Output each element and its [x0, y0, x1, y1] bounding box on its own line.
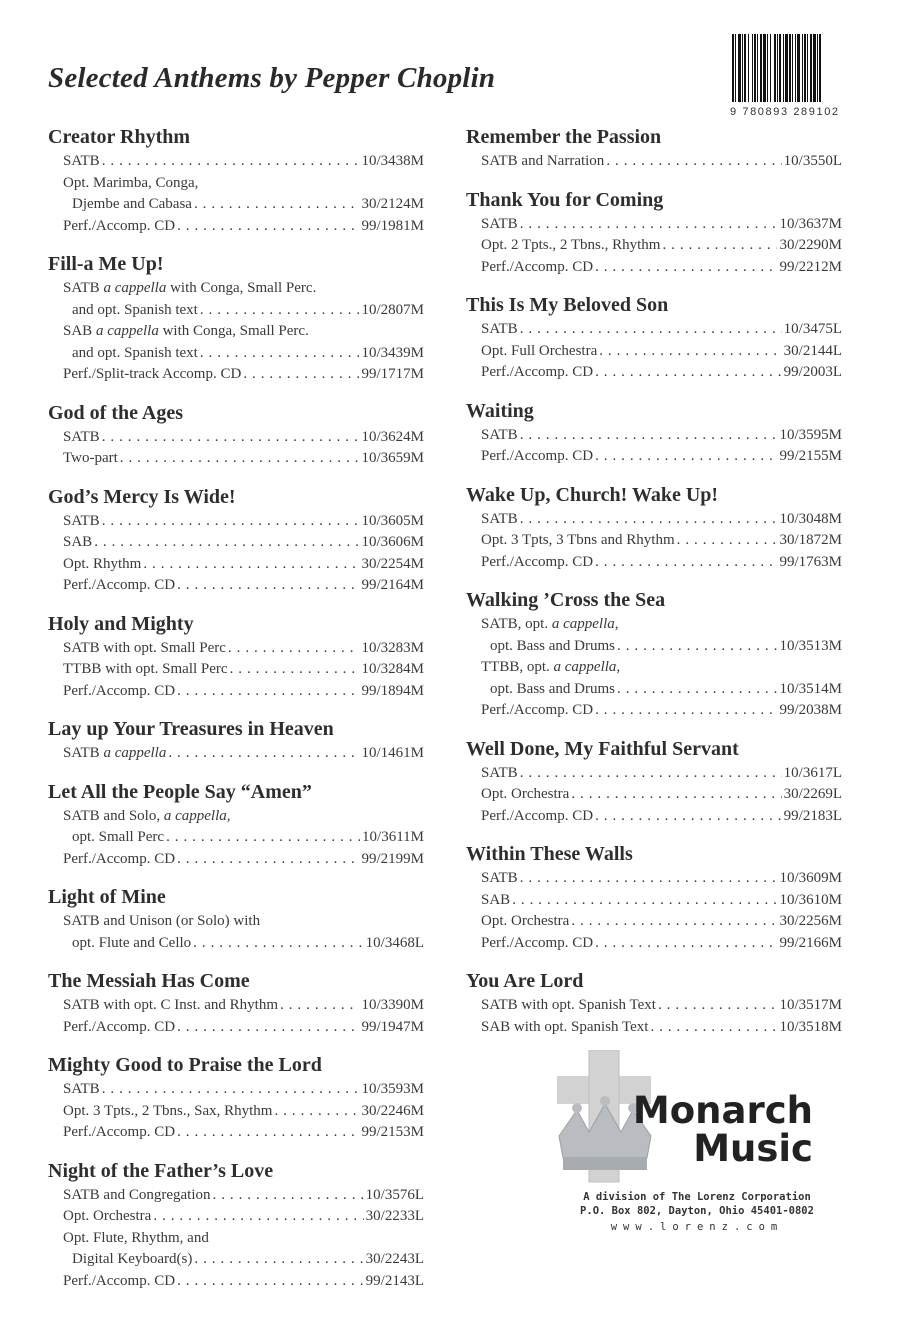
- edition-label: SATB with opt. Small Perc: [63, 639, 226, 656]
- catalog-number: 10/3514M: [779, 680, 842, 697]
- edition-label: Perf./Accomp. CD: [63, 1124, 176, 1140]
- dot-leader: [92, 532, 359, 554]
- anthem-entry: [466, 398, 842, 468]
- edition-label: Opt. 2 Tpts., 2 Tbns., Rhythm: [481, 237, 661, 253]
- dot-leader: [518, 425, 778, 447]
- dot-leader: [518, 214, 778, 236]
- edition-row: [481, 614, 842, 636]
- edition-label: Two-part: [63, 450, 118, 466]
- edition-label: SATB: [481, 510, 518, 527]
- edition-label: Perf./Accomp. CD: [481, 258, 594, 275]
- publisher-name-line2: Music: [693, 1127, 813, 1170]
- edition-row: [63, 681, 424, 703]
- catalog-number: 10/3624M: [361, 428, 424, 445]
- catalog-number: 10/3617L: [783, 764, 842, 781]
- catalog-number: 30/2256M: [779, 913, 842, 929]
- anthem-title: Holy and Mighty: [48, 612, 194, 635]
- edition-label: Perf./Accomp. CD: [63, 577, 176, 593]
- edition-label: and opt. Spanish text: [72, 344, 198, 361]
- catalog-number: 10/3605M: [361, 512, 424, 529]
- edition-row: [481, 679, 842, 701]
- edition-row: [481, 763, 842, 785]
- edition-label: Opt. Rhythm: [63, 555, 142, 572]
- edition-row: [63, 743, 424, 765]
- dot-leader: [675, 530, 778, 552]
- edition-row: [481, 530, 842, 552]
- edition-row: [481, 784, 842, 806]
- dot-leader: [175, 681, 359, 703]
- dot-leader: [593, 446, 777, 468]
- edition-label: SAB: [481, 891, 511, 908]
- catalog-number: 99/1894M: [361, 682, 424, 699]
- edition-row: [481, 1017, 842, 1039]
- dot-leader: [166, 743, 359, 765]
- edition-row: [63, 995, 424, 1017]
- dot-leader: [175, 849, 359, 871]
- catalog-number: 30/2290M: [779, 237, 842, 253]
- catalog-number: 10/3513M: [779, 637, 842, 654]
- edition-label: Opt. 3 Tpts., 2 Tbns., Sax, Rhythm: [63, 1102, 273, 1119]
- dot-leader: [518, 763, 782, 785]
- edition-row: [481, 257, 842, 279]
- catalog-number: 10/3595M: [779, 426, 842, 443]
- edition-row: [481, 890, 842, 912]
- dot-leader: [615, 679, 777, 701]
- dot-leader: [100, 511, 360, 533]
- anthem-entry: [48, 400, 424, 470]
- publisher-address: P.O. Box 802, Dayton, Ohio 45401-0802: [580, 1205, 814, 1217]
- anthem-title: Walking ’Cross the Sea: [466, 589, 666, 611]
- dot-leader: [118, 448, 360, 470]
- dot-leader: [593, 362, 782, 384]
- edition-row: [63, 278, 424, 300]
- edition-label: Opt. Orchestra: [481, 913, 570, 929]
- catalog-number: 99/2143L: [365, 1272, 424, 1289]
- catalog-number: 99/2155M: [779, 448, 842, 464]
- edition-label: SATB: [63, 153, 100, 169]
- edition-label: SATB: [481, 426, 518, 443]
- publisher-logo: [555, 1050, 825, 1250]
- edition-row: [481, 319, 842, 341]
- edition-row: [63, 427, 424, 449]
- anthem-entry: [466, 187, 842, 279]
- anthem-title: Creator Rhythm: [48, 126, 191, 148]
- dot-leader: [593, 257, 777, 279]
- barcode-icon: [730, 34, 850, 104]
- anthem-entry: [466, 841, 842, 954]
- edition-row: [481, 700, 842, 722]
- anthem-title: God’s Mercy Is Wide!: [48, 485, 236, 508]
- right-column: [466, 124, 842, 1052]
- edition-label: and opt. Spanish text: [72, 301, 198, 318]
- dot-leader: [175, 1017, 359, 1039]
- edition-label: opt. Bass and Drums: [490, 680, 615, 697]
- catalog-number: 10/3611M: [362, 829, 424, 845]
- dot-leader: [593, 700, 777, 722]
- edition-row: [481, 151, 842, 173]
- catalog-number: 10/3593M: [361, 1081, 424, 1097]
- anthem-entry: [48, 484, 424, 597]
- catalog-number: 99/1981M: [361, 217, 424, 234]
- edition-label: SATB with opt. C Inst. and Rhythm: [63, 997, 279, 1013]
- dot-leader: [175, 575, 359, 597]
- catalog-number: 10/3550L: [783, 153, 842, 169]
- catalog-number: 10/3439M: [361, 344, 424, 361]
- edition-label: SATB: [63, 1081, 100, 1097]
- dot-leader: [151, 1206, 363, 1228]
- edition-row: [481, 806, 842, 828]
- edition-label: Perf./Accomp. CD: [63, 682, 176, 699]
- edition-row: [481, 911, 842, 933]
- catalog-number: 30/2124M: [361, 196, 424, 212]
- edition-row: [63, 1228, 424, 1250]
- dot-leader: [656, 995, 778, 1017]
- catalog-number: 99/1717M: [361, 366, 424, 382]
- edition-label: Perf./Accomp. CD: [481, 553, 594, 570]
- dot-leader: [192, 194, 360, 216]
- catalog-number: 99/2212M: [779, 258, 842, 275]
- edition-label: SATB a cappella: [63, 745, 167, 761]
- edition-row: [481, 425, 842, 447]
- catalog-number: 99/1947M: [361, 1018, 424, 1035]
- anthem-title: God of the Ages: [48, 401, 183, 424]
- dot-leader: [518, 319, 782, 341]
- dot-leader: [164, 827, 360, 849]
- left-column: [48, 124, 424, 1306]
- anthem-entry: [48, 1052, 424, 1144]
- edition-label: Perf./Accomp. CD: [63, 850, 176, 867]
- edition-row: [63, 151, 424, 173]
- publisher-website: www.lorenz.com: [610, 1221, 784, 1233]
- catalog-number: 10/3659M: [361, 450, 424, 466]
- catalog-number: 10/3576L: [365, 1186, 424, 1203]
- catalog-number: 99/2153M: [361, 1124, 424, 1140]
- edition-label: SATB: [481, 764, 518, 781]
- edition-label: TTBB with opt. Small Perc: [63, 661, 228, 677]
- edition-row: [481, 362, 842, 384]
- edition-label: SATB and Solo, a cappella,: [63, 807, 231, 824]
- edition-row: [481, 214, 842, 236]
- catalog-number: 30/2269L: [783, 786, 842, 802]
- anthem-title: Remember the Passion: [466, 126, 662, 148]
- edition-row: [63, 343, 424, 365]
- dot-leader: [569, 911, 777, 933]
- catalog-number: 30/2243L: [365, 1251, 424, 1267]
- catalog-number: 10/2807M: [361, 301, 424, 318]
- dot-leader: [211, 1185, 364, 1207]
- anthem-entry: [466, 292, 842, 384]
- catalog-number: 10/3610M: [779, 891, 842, 908]
- anthem-entry: [466, 482, 842, 574]
- barcode-digits: 9 780893 289102: [730, 106, 840, 118]
- edition-row: [481, 446, 842, 468]
- edition-label: SATB and Unison (or Solo) with: [63, 913, 261, 929]
- edition-label: Perf./Accomp. CD: [481, 807, 594, 824]
- edition-label: Opt. 3 Tpts, 3 Tbns and Rhythm: [481, 532, 675, 548]
- edition-row: [63, 216, 424, 238]
- dot-leader: [604, 151, 781, 173]
- edition-row: [63, 1122, 424, 1144]
- edition-label: SATB: [481, 870, 518, 886]
- edition-label: Opt. Orchestra: [481, 786, 570, 802]
- catalog-number: 10/3284M: [361, 661, 424, 677]
- edition-label: Opt. Full Orchestra: [481, 342, 598, 359]
- anthem-title: Fill-a Me Up!: [48, 253, 164, 275]
- edition-label: SAB: [63, 534, 93, 550]
- edition-row: [63, 300, 424, 322]
- edition-label: Perf./Accomp. CD: [481, 364, 594, 380]
- catalog-number: 10/3048M: [779, 510, 842, 527]
- edition-label: opt. Flute and Cello: [72, 934, 192, 951]
- edition-label: Perf./Accomp. CD: [481, 448, 594, 464]
- edition-label: SAB with opt. Spanish Text: [481, 1018, 649, 1035]
- edition-label: SATB: [481, 321, 518, 337]
- dot-leader: [660, 235, 777, 257]
- anthem-entry: [48, 1158, 424, 1293]
- dot-leader: [278, 995, 359, 1017]
- edition-row: [481, 868, 842, 890]
- anthem-entry: [466, 587, 842, 722]
- catalog-number: 10/1461M: [361, 745, 424, 761]
- edition-label: SATB: [63, 512, 100, 529]
- catalog-number: 10/3475L: [783, 321, 842, 337]
- anthem-entry: [466, 124, 842, 173]
- anthem-title: Let All the People Say “Amen”: [48, 780, 312, 803]
- edition-label: Opt. Marimba, Conga,: [63, 174, 199, 191]
- catalog-number: 99/2166M: [779, 934, 842, 951]
- anthem-title: Thank You for Coming: [466, 188, 664, 211]
- catalog-number: 30/2246M: [361, 1102, 424, 1119]
- anthem-entry: [48, 716, 424, 765]
- barcode: [730, 34, 850, 118]
- edition-row: [481, 509, 842, 531]
- publisher-name-line1: Monarch: [632, 1089, 813, 1132]
- catalog-number: 99/2038M: [779, 702, 842, 718]
- edition-label: SAB a cappella with Conga, Small Perc.: [63, 323, 309, 339]
- edition-row: [63, 911, 424, 933]
- edition-row: [63, 532, 424, 554]
- catalog-number: 10/3517M: [779, 997, 842, 1013]
- edition-row: [63, 849, 424, 871]
- edition-row: [63, 1017, 424, 1039]
- edition-label: Opt. Flute, Rhythm, and: [63, 1229, 209, 1246]
- dot-leader: [272, 1101, 359, 1123]
- catalog-number: 10/3637M: [779, 215, 842, 232]
- anthem-title: Lay up Your Treasures in Heaven: [48, 718, 334, 740]
- edition-row: [63, 194, 424, 216]
- catalog-number: 99/2199M: [361, 850, 424, 867]
- dot-leader: [198, 343, 360, 365]
- anthem-title: You Are Lord: [466, 970, 584, 992]
- edition-row: [481, 235, 842, 257]
- edition-row: [63, 575, 424, 597]
- edition-label: SATB and Congregation: [63, 1186, 211, 1203]
- edition-label: TTBB, opt. a cappella,: [481, 659, 621, 675]
- edition-label: Perf./Accomp. CD: [481, 934, 594, 951]
- edition-row: [481, 341, 842, 363]
- edition-label: Digital Keyboard(s): [72, 1251, 193, 1267]
- edition-row: [63, 1271, 424, 1293]
- edition-row: [481, 657, 842, 679]
- dot-leader: [100, 151, 360, 173]
- anthem-entry: [48, 124, 424, 237]
- edition-label: Perf./Accomp. CD: [63, 1018, 176, 1035]
- dot-leader: [593, 933, 777, 955]
- catalog-number: 99/2183L: [783, 807, 842, 824]
- dot-leader: [175, 1122, 359, 1144]
- anthem-entry: [48, 251, 424, 386]
- catalog-number: 30/2233L: [365, 1208, 424, 1224]
- edition-row: [63, 638, 424, 660]
- edition-row: [63, 1206, 424, 1228]
- edition-row: [63, 827, 424, 849]
- publisher-name: [627, 1089, 813, 1170]
- edition-label: Opt. Orchestra: [63, 1208, 152, 1224]
- dot-leader: [615, 636, 777, 658]
- dot-leader: [175, 216, 359, 238]
- edition-label: SATB, opt. a cappella,: [481, 616, 619, 632]
- catalog-number: 99/2003L: [783, 364, 842, 380]
- edition-row: [63, 933, 424, 955]
- edition-label: Perf./Split-track Accomp. CD: [63, 366, 242, 382]
- dot-leader: [593, 806, 782, 828]
- edition-row: [63, 173, 424, 195]
- anthem-title: Light of Mine: [48, 886, 166, 908]
- catalog-number: 10/3518M: [779, 1018, 842, 1035]
- catalog-number: 10/3468L: [365, 934, 424, 951]
- dot-leader: [241, 364, 359, 386]
- catalog-number: 10/3606M: [361, 534, 424, 550]
- dot-leader: [228, 659, 360, 681]
- anthem-title: Waiting: [466, 399, 534, 422]
- anthem-title: Well Done, My Faithful Servant: [466, 737, 739, 760]
- catalog-number: 99/1763M: [779, 553, 842, 570]
- edition-label: Djembe and Cabasa: [72, 196, 192, 212]
- dot-leader: [518, 509, 778, 531]
- edition-row: [63, 1079, 424, 1101]
- catalog-number: 10/3438M: [361, 153, 424, 169]
- anthem-title: Within These Walls: [466, 843, 633, 865]
- edition-row: [481, 933, 842, 955]
- dot-leader: [593, 552, 777, 574]
- edition-label: opt. Small Perc: [72, 829, 165, 845]
- edition-row: [63, 1101, 424, 1123]
- edition-label: SATB: [63, 428, 100, 445]
- edition-row: [481, 552, 842, 574]
- catalog-number: 30/2254M: [361, 555, 424, 572]
- edition-label: SATB and Narration: [481, 153, 605, 169]
- anthem-title: The Messiah Has Come: [48, 970, 250, 992]
- page-title: Selected Anthems by Pepper Choplin: [48, 62, 496, 94]
- dot-leader: [518, 868, 778, 890]
- dot-leader: [192, 1249, 363, 1271]
- catalog-number: 10/3609M: [779, 870, 842, 886]
- dot-leader: [226, 638, 360, 660]
- anthem-entry: [48, 611, 424, 703]
- edition-row: [63, 554, 424, 576]
- dot-leader: [100, 427, 360, 449]
- edition-row: [63, 1249, 424, 1271]
- edition-row: [481, 636, 842, 658]
- edition-label: SATB a cappella with Conga, Small Perc.: [63, 280, 317, 296]
- dot-leader: [648, 1017, 777, 1039]
- publisher-info: [573, 1190, 821, 1234]
- catalog-number: 30/2144L: [783, 342, 842, 359]
- edition-row: [63, 1185, 424, 1207]
- anthem-entry: [466, 968, 842, 1038]
- anthem-title: This Is My Beloved Son: [466, 294, 669, 316]
- edition-label: Perf./Accomp. CD: [63, 1272, 176, 1289]
- catalog-number: 10/3283M: [361, 639, 424, 656]
- catalog-number: 10/3390M: [361, 997, 424, 1013]
- dot-leader: [597, 341, 781, 363]
- dot-leader: [198, 300, 360, 322]
- anthem-entry: [48, 779, 424, 871]
- edition-label: Perf./Accomp. CD: [63, 217, 176, 234]
- edition-row: [63, 806, 424, 828]
- edition-row: [63, 448, 424, 470]
- anthem-title: Wake Up, Church! Wake Up!: [466, 483, 719, 506]
- anthem-entry: [48, 968, 424, 1038]
- edition-label: SATB with opt. Spanish Text: [481, 997, 656, 1013]
- dot-leader: [510, 890, 777, 912]
- anthem-title: Night of the Father’s Love: [48, 1159, 274, 1182]
- dot-leader: [100, 1079, 360, 1101]
- publisher-division: A division of The Lorenz Corporation: [583, 1191, 811, 1203]
- anthem-entry: [48, 884, 424, 954]
- edition-row: [63, 321, 424, 343]
- edition-label: SATB: [481, 215, 518, 232]
- dot-leader: [569, 784, 781, 806]
- anthem-entry: [466, 736, 842, 828]
- dot-leader: [191, 933, 363, 955]
- dot-leader: [175, 1271, 364, 1293]
- dot-leader: [141, 554, 359, 576]
- edition-row: [63, 659, 424, 681]
- catalog-number: 30/1872M: [779, 532, 842, 548]
- anthem-title: Mighty Good to Praise the Lord: [48, 1054, 322, 1076]
- edition-label: opt. Bass and Drums: [490, 637, 615, 654]
- edition-row: [63, 511, 424, 533]
- edition-label: Perf./Accomp. CD: [481, 702, 594, 718]
- edition-row: [63, 364, 424, 386]
- catalog-number: 99/2164M: [361, 577, 424, 593]
- edition-row: [481, 995, 842, 1017]
